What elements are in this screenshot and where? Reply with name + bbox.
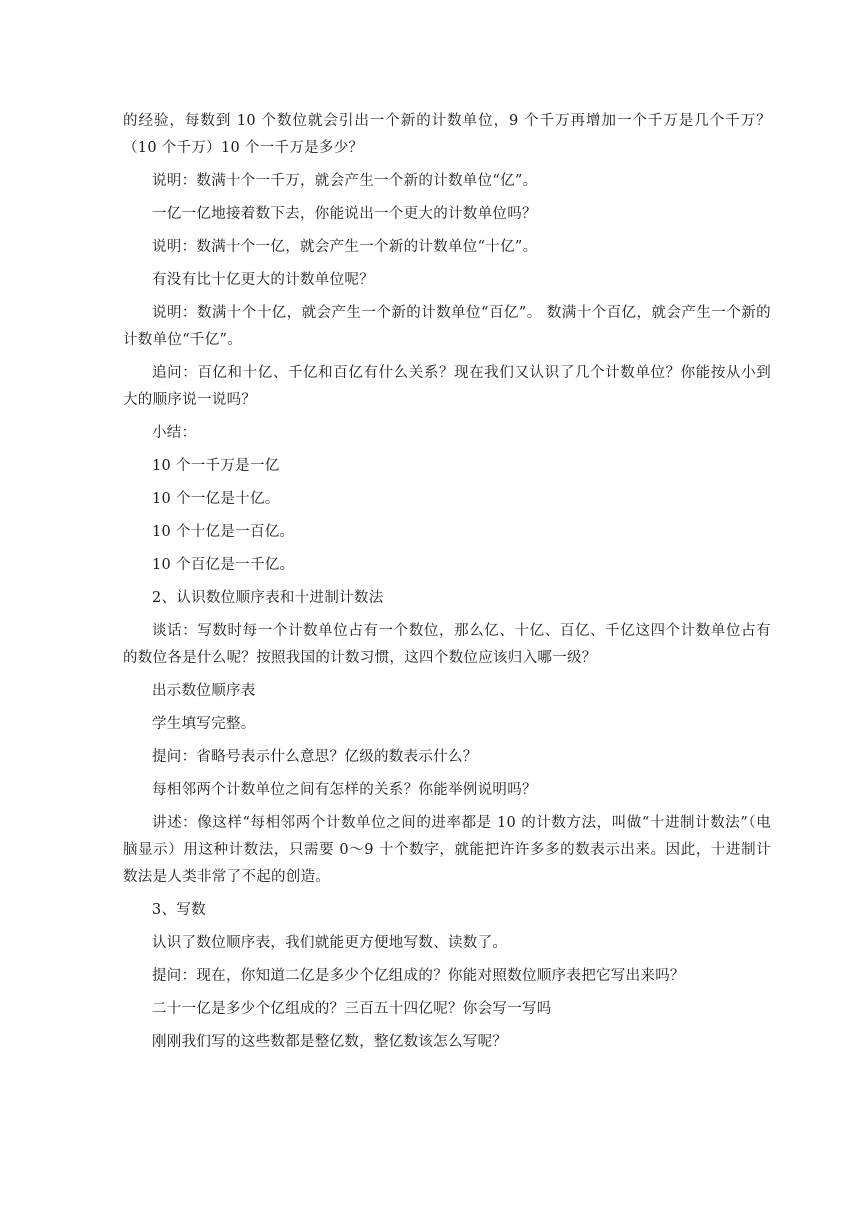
paragraph: 每相邻两个计数单位之间有怎样的关系？你能举例说明吗？ bbox=[152, 782, 537, 798]
paragraph: 10 个十亿是一百亿。 bbox=[152, 524, 295, 540]
paragraph: 出示数位顺序表 bbox=[152, 683, 256, 699]
paragraph: 提问：省略号表示什么意思？亿级的数表示什么？ bbox=[152, 749, 478, 765]
paragraph: 追问：百亿和十亿、千亿和百亿有什么关系？现在我们又认识了几个计数单位？你能按从小到大的顺序说一说吗？ bbox=[123, 365, 771, 408]
paragraph: 谈话：写数时每一个计数单位占有一个数位，那么亿、十亿、百亿、千亿这四个计数单位占有的数位各是什么呢？按照我国的计数习惯，这四个数位应该归入哪一级？ bbox=[123, 623, 771, 666]
paragraph: 10 个一千万是一亿 bbox=[152, 458, 280, 474]
paragraph: 提问：现在，你知道二亿是多少个亿组成的？你能对照数位顺序表把它写出来吗？ bbox=[152, 968, 685, 984]
paragraph: 刚刚我们写的这些数都是整亿数，整亿数该怎么写呢？ bbox=[152, 1034, 508, 1050]
paragraph: 认识了数位顺序表，我们就能更方便地写数、读数了。 bbox=[152, 935, 508, 951]
paragraph: 一亿一亿地接着数下去，你能说出一个更大的计数单位吗？ bbox=[152, 206, 537, 222]
paragraph: 说明：数满十个一亿，就会产生一个新的计数单位“十亿”。 bbox=[152, 239, 538, 255]
paragraph: 讲述：像这样“每相邻两个计数单位之间的进率都是 10 的计数方法，叫做“十进制计数法”（电脑显示）用这种计数法，只需要 0～9 十个数字，就能把许许多多的数表示出来。因此，十进制计数法是人类非常了不起的创造。 bbox=[123, 815, 771, 885]
section-heading: 3、写数 bbox=[152, 902, 206, 918]
document-body bbox=[123, 108, 771, 1062]
paragraph: 小结： bbox=[152, 425, 197, 441]
paragraph: 说明：数满十个十亿，就会产生一个新的计数单位“百亿”。 数满十个百亿，就会产生一个新的计数单位“千亿”。 bbox=[123, 305, 771, 348]
paragraph: 学生填写完整。 bbox=[152, 716, 256, 732]
section-heading: 2、认识数位顺序表和十进制计数法 bbox=[152, 590, 384, 606]
paragraph: 说明：数满十个一千万，就会产生一个新的计数单位“亿”。 bbox=[152, 173, 538, 189]
paragraph: 二十一亿是多少个亿组成的？三百五十四亿呢？你会写一写吗 bbox=[152, 1001, 552, 1017]
paragraph: 的经验，每数到 10 个数位就会引出一个新的计数单位，9 个千万再增加一个千万是几个千万？（10 个千万）10 个一千万是多少？ bbox=[123, 113, 771, 156]
paragraph: 10 个一亿是十亿。 bbox=[152, 491, 280, 507]
paragraph: 10 个百亿是一千亿。 bbox=[152, 557, 295, 573]
paragraph: 有没有比十亿更大的计数单位呢？ bbox=[152, 272, 374, 288]
